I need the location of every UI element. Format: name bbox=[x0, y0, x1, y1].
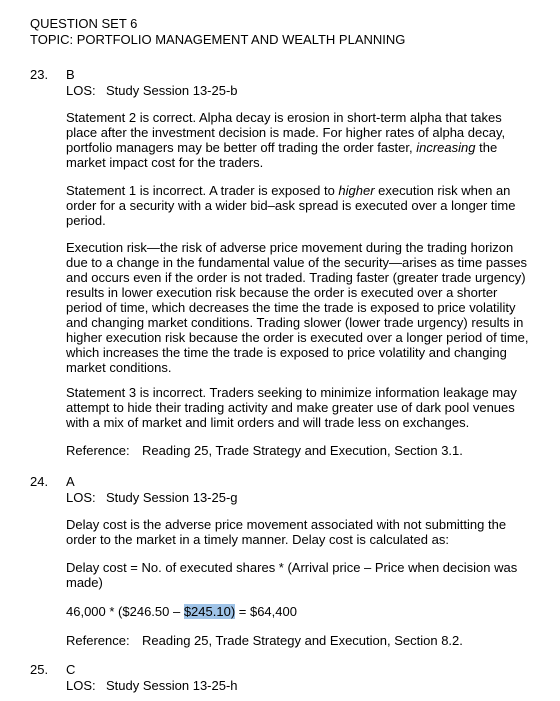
text-line: order for a security with a wider bid–ask spread is executed over a longer time bbox=[66, 198, 516, 213]
text-line: market conditions. bbox=[66, 360, 172, 375]
text-line: place after the investment decision is made. For higher rates of alpha decay, bbox=[66, 125, 506, 140]
text-line: made) bbox=[66, 575, 103, 590]
paragraph-statement-1 bbox=[66, 183, 520, 228]
emphasis: increasing bbox=[416, 140, 476, 155]
answer-letter: A bbox=[66, 474, 75, 489]
los-value: Study Session 13-25-b bbox=[106, 83, 238, 98]
los-label: LOS: bbox=[66, 490, 96, 505]
text-line: and changing market conditions. Trading slower (lower trade urgency) results in bbox=[66, 315, 524, 330]
emphasis: higher bbox=[338, 183, 375, 198]
reference-line bbox=[66, 443, 520, 458]
text-line: period. bbox=[66, 213, 106, 228]
text-line: and occurs even if the order is not traded. Trading faster (greater trade urgency) bbox=[66, 270, 526, 285]
los-value: Study Session 13-25-h bbox=[106, 678, 238, 693]
text-line: market impact cost for the traders. bbox=[66, 155, 264, 170]
paragraph-statement-2 bbox=[66, 110, 520, 170]
text-line: Statement 2 is correct. Alpha decay is erosion in short-term alpha that takes bbox=[66, 110, 502, 125]
reference-label: Reference: bbox=[66, 443, 130, 458]
answer-letter: B bbox=[66, 67, 75, 82]
text-line: Statement 3 is incorrect. Traders seeking to minimize information leakage may bbox=[66, 385, 517, 400]
calculation-line: 46,000 * ($246.50 – $245.10) = $64,400 bbox=[66, 604, 297, 619]
text-line: higher execution risk because the order is executed over a longer period of time, bbox=[66, 330, 529, 345]
text-line: attempt to hide their trading activity and make greater use of dark pool venues bbox=[66, 400, 515, 415]
text-line: which increases the time the trade is exposed to price volatility and changing bbox=[66, 345, 507, 360]
reference-line bbox=[66, 633, 520, 648]
text-line: Statement 1 is incorrect. A trader is exposed to higher execution risk when an bbox=[66, 183, 511, 198]
paragraph-statement-3 bbox=[66, 385, 520, 430]
los-line bbox=[66, 678, 238, 693]
text-line: period of time, which decreases the time the trade is exposed to price volatility bbox=[66, 300, 516, 315]
document-header bbox=[30, 16, 405, 48]
los-value: Study Session 13-25-g bbox=[106, 490, 238, 505]
reference-value: Reading 25, Trade Strategy and Execution, Section 3.1. bbox=[142, 443, 463, 458]
los-label: LOS: bbox=[66, 678, 96, 693]
text-line: Execution risk—the risk of adverse price movement during the trading horizon bbox=[66, 240, 514, 255]
paragraph-execution-risk bbox=[66, 240, 529, 375]
text-line: order to the market in a timely manner. Delay cost is calculated as: bbox=[66, 532, 449, 547]
paragraph-delay-formula bbox=[66, 560, 520, 590]
topic-title: TOPIC: PORTFOLIO MANAGEMENT AND WEALTH PLANNING bbox=[30, 32, 406, 47]
text-line: with a mix of market and limit orders and will trade less on exchanges. bbox=[66, 415, 470, 430]
text-line: due to a change in the fundamental value of the security—arises as time passes bbox=[66, 255, 528, 270]
text-line: results in lower execution risk because the order is executed over a shorter bbox=[66, 285, 498, 300]
reference-value: Reading 25, Trade Strategy and Execution, Section 8.2. bbox=[142, 633, 463, 648]
question-number: 25. bbox=[30, 662, 49, 677]
question-number: 24. bbox=[30, 474, 49, 489]
paragraph-delay-cost bbox=[66, 517, 520, 547]
text-line: Delay cost = No. of executed shares * (Arrival price – Price when decision was bbox=[66, 560, 518, 575]
los-label: LOS: bbox=[66, 83, 96, 98]
text-line: portfolio managers may be better off trading the order faster, increasing the bbox=[66, 140, 498, 155]
los-line bbox=[66, 83, 238, 98]
answer-letter: C bbox=[66, 662, 76, 677]
text-line: Delay cost is the adverse price movement associated with not submitting the bbox=[66, 517, 507, 532]
highlighted-selection[interactable]: $245.10) bbox=[183, 604, 236, 619]
reference-label: Reference: bbox=[66, 633, 130, 648]
question-number: 23. bbox=[30, 67, 49, 82]
los-line bbox=[66, 490, 238, 505]
question-set-title: QUESTION SET 6 bbox=[30, 16, 138, 31]
